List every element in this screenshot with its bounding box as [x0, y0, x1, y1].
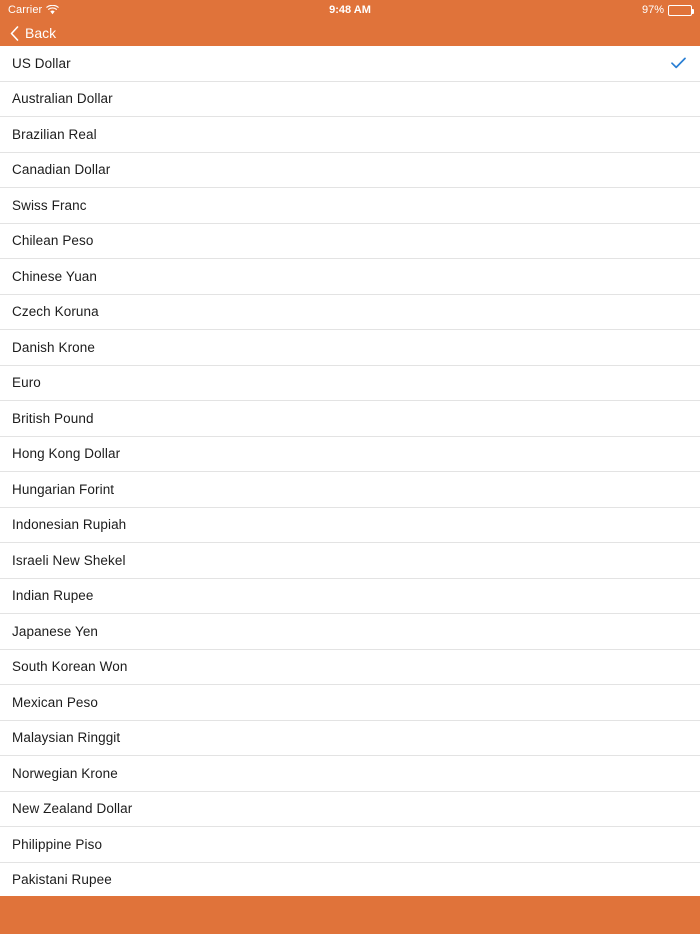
battery-percent-label: 97% [641, 4, 664, 16]
list-item-label: Chinese Yuan [12, 268, 98, 284]
list-item-label: Hong Kong Dollar [12, 446, 121, 462]
list-item-label: Pakistani Rupee [12, 872, 112, 888]
list-item[interactable] [0, 792, 700, 828]
list-item[interactable] [0, 721, 700, 757]
navigation-bar [0, 20, 700, 46]
list-item-label: Euro [12, 375, 41, 391]
list-item[interactable] [0, 153, 700, 189]
list-item-label: New Zealand Dollar [12, 801, 133, 817]
list-item-label: South Korean Won [12, 659, 128, 675]
status-bar [0, 0, 700, 20]
list-item-label: Chilean Peso [12, 233, 94, 249]
list-item[interactable] [0, 330, 700, 366]
list-item-label: Swiss Franc [12, 197, 87, 213]
list-item[interactable] [0, 224, 700, 260]
list-item-label: Canadian Dollar [12, 162, 111, 178]
list-item[interactable] [0, 366, 700, 402]
list-item[interactable] [0, 401, 700, 437]
carrier-label: Carrier [8, 4, 43, 16]
list-item[interactable] [0, 82, 700, 118]
status-bar-time: 9:48 AM [329, 4, 371, 16]
list-item-label: US Dollar [12, 55, 71, 71]
battery-icon [668, 5, 692, 16]
wifi-icon [46, 5, 59, 15]
list-item[interactable] [0, 650, 700, 686]
list-item-label: Czech Koruna [12, 304, 99, 320]
list-item[interactable] [0, 827, 700, 863]
back-button-label: Back [25, 25, 57, 41]
list-item[interactable] [0, 614, 700, 650]
list-item-label: Danish Krone [12, 339, 95, 355]
list-item[interactable] [0, 259, 700, 295]
status-bar-right [642, 4, 692, 16]
bottom-toolbar [0, 896, 700, 934]
list-item[interactable] [0, 117, 700, 153]
list-item[interactable] [0, 46, 700, 82]
list-item-label: Brazilian Real [12, 126, 97, 142]
list-item-label: Japanese Yen [12, 623, 99, 639]
list-item[interactable] [0, 472, 700, 508]
list-item-label: Australian Dollar [12, 91, 113, 107]
list-item-label: Indian Rupee [12, 588, 94, 604]
list-item[interactable] [0, 543, 700, 579]
list-item-label: Hungarian Forint [12, 481, 115, 497]
list-item-label: Israeli New Shekel [12, 552, 126, 568]
back-button[interactable] [10, 25, 56, 41]
list-item[interactable] [0, 863, 700, 897]
currency-list[interactable] [0, 46, 700, 896]
list-item[interactable] [0, 579, 700, 615]
chevron-left-icon [10, 26, 19, 41]
status-bar-left [8, 4, 59, 16]
list-item[interactable] [0, 437, 700, 473]
list-item-label: Norwegian Krone [12, 765, 118, 781]
list-item-label: Indonesian Rupiah [12, 517, 127, 533]
list-item[interactable] [0, 685, 700, 721]
list-item-label: Mexican Peso [12, 694, 98, 710]
list-item[interactable] [0, 756, 700, 792]
list-item-label: Malaysian Ringgit [12, 730, 121, 746]
list-item-label: Philippine Piso [12, 836, 103, 852]
check-icon [671, 57, 686, 69]
list-item[interactable] [0, 188, 700, 224]
list-item[interactable] [0, 508, 700, 544]
list-item[interactable] [0, 295, 700, 331]
list-item-label: British Pound [12, 410, 94, 426]
